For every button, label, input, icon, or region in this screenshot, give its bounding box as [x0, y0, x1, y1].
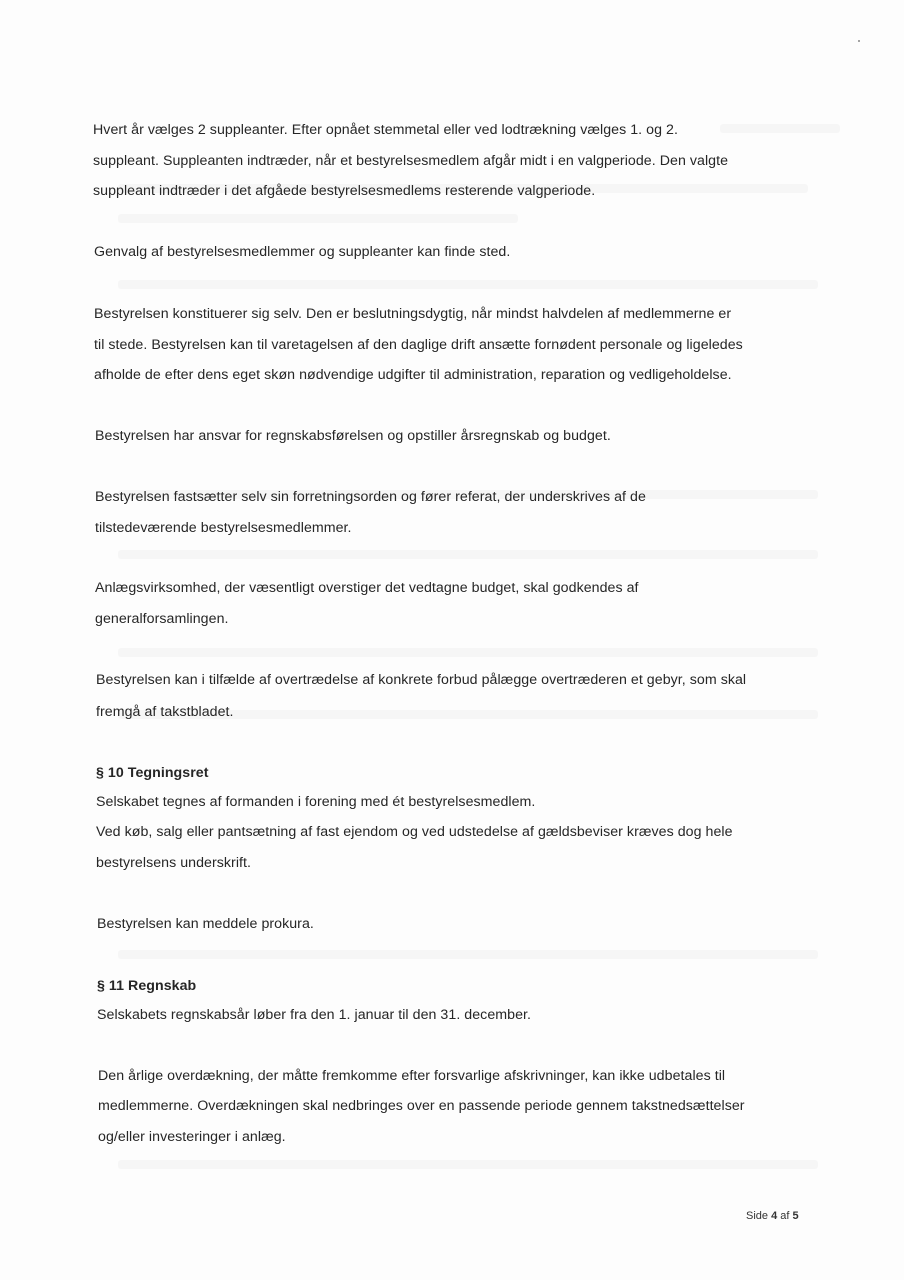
section-heading: § 11 Regnskab: [97, 978, 197, 994]
paragraph-line: Selskabets regnskabsår løber fra den 1. januar til den 31. december.: [97, 1007, 531, 1023]
paragraph-line: Den årlige overdækning, der måtte fremkomme efter forsvarlige afskrivninger, kan ikke udbetales til: [98, 1068, 726, 1084]
bleed-through-mark: [118, 550, 818, 559]
page-of-label: af: [780, 1210, 790, 1222]
scan-speck: [858, 40, 860, 42]
bleed-through-mark: [118, 214, 518, 223]
bleed-through-mark: [720, 124, 840, 133]
paragraph-line: Bestyrelsen kan meddele prokura.: [97, 916, 314, 932]
paragraph-line: tilstedeværende bestyrelsesmedlemmer.: [95, 520, 352, 536]
paragraph-line: til stede. Bestyrelsen kan til varetagelsen af den daglige drift ansætte fornødent personale og ligeledes: [94, 337, 743, 353]
paragraph-line: Bestyrelsen fastsætter selv sin forretningsorden og fører referat, der underskrives af de: [95, 489, 646, 505]
paragraph-line: bestyrelsens underskrift.: [96, 855, 252, 871]
bleed-through-mark: [118, 1160, 818, 1169]
paragraph-line: medlemmerne. Overdækningen skal nedbringes over en passende periode gennem takstnedsættelser: [98, 1098, 745, 1114]
paragraph-line: Bestyrelsen har ansvar for regnskabsførelsen og opstiller årsregnskab og budget.: [95, 428, 611, 444]
paragraph-line: Bestyrelsen konstituerer sig selv. Den er beslutningsdygtig, når mindst halvdelen af medlemmerne er: [94, 306, 732, 322]
paragraph-line: Bestyrelsen kan i tilfælde af overtrædelse af konkrete forbud pålægge overtræderen et gebyr, som skal: [96, 672, 747, 688]
bleed-through-mark: [118, 648, 818, 657]
paragraph-line: suppleant indtræder i det afgåede bestyrelsesmedlems resterende valgperiode.: [93, 183, 596, 199]
paragraph-line: afholde de efter dens eget skøn nødvendige udgifter til administration, reparation og vedligeholdelse.: [94, 367, 732, 383]
bleed-through-mark: [118, 280, 818, 289]
paragraph-line: generalforsamlingen.: [95, 611, 229, 627]
paragraph-line: og/eller investeringer i anlæg.: [98, 1129, 286, 1145]
paragraph-line: suppleant. Suppleanten indtræder, når et bestyrelsesmedlem afgår midt i en valgperiode. Den valgte: [93, 153, 729, 169]
page-number-footer: [746, 1210, 799, 1222]
total-pages-number: 5: [792, 1210, 799, 1222]
paragraph-line: Hvert år vælges 2 suppleanter. Efter opnået stemmetal eller ved lodtrækning vælges 1. og 2.: [93, 122, 678, 138]
bleed-through-mark: [118, 950, 818, 959]
paragraph-line: Genvalg af bestyrelsesmedlemmer og suppleanter kan finde sted.: [94, 244, 511, 260]
section-heading: § 10 Tegningsret: [96, 765, 209, 781]
current-page-number: 4: [771, 1210, 778, 1222]
paragraph-line: Anlægsvirksomhed, der væsentligt overstiger det vedtagne budget, skal godkendes af: [95, 580, 639, 596]
page-side-label: Side: [746, 1210, 769, 1222]
paragraph-line: Selskabet tegnes af formanden i forening med ét bestyrelsesmedlem.: [96, 794, 536, 810]
paragraph-line: Ved køb, salg eller pantsætning af fast ejendom og ved udstedelse af gældsbeviser kræves dog hele: [96, 824, 733, 840]
paragraph-line: fremgå af takstbladet.: [96, 704, 234, 720]
